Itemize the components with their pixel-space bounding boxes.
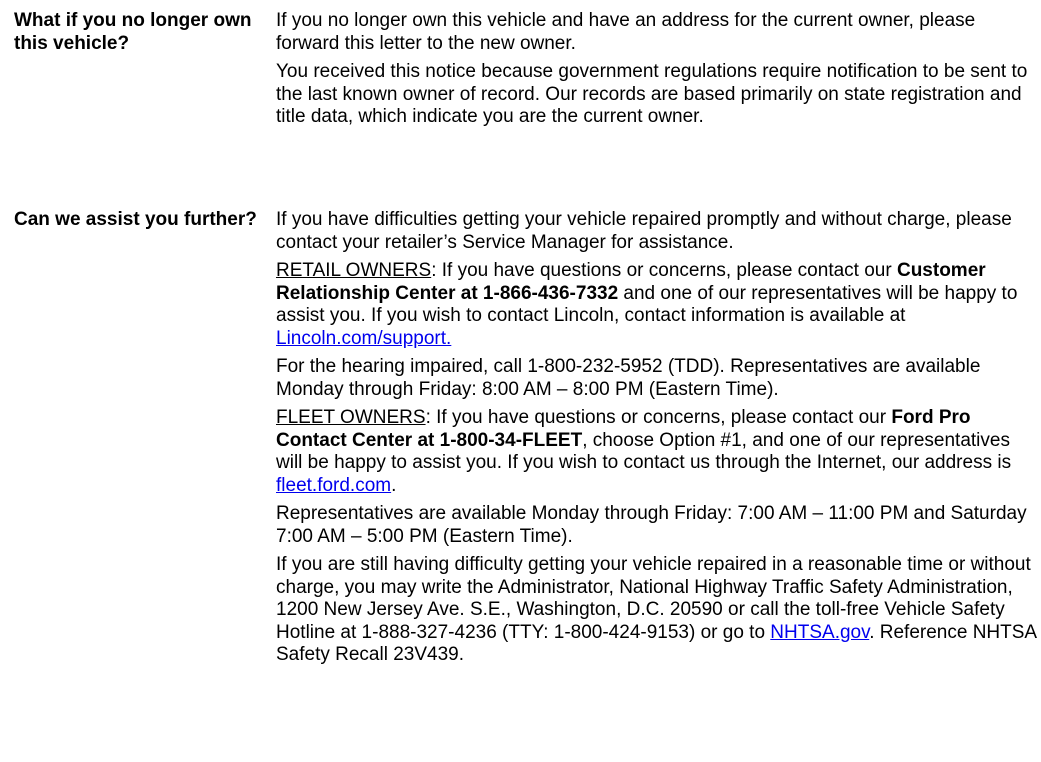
section-label-assist-further: Can we assist you further? [14, 209, 257, 230]
fleet-owners-paragraph [276, 407, 1038, 497]
forward-letter-paragraph: If you no longer own this vehicle and have an address for the current owner, please forward this letter to the new owner. [276, 10, 976, 54]
nhtsa-text-a: If you are still having difficulty getting your vehicle repaired in a reasonable time or without charge, you may write the Administrator, National Highway Traffic Safety Administration, 1200 New Jersey Ave. S.E., Washington, D.C. 20590 or call the toll-free Vehicle Safety Hotline at 1-888-327-4236 (TTY: 1-800-424-9153) or go to [276, 554, 1031, 643]
nhtsa-link[interactable]: NHTSA.gov [770, 621, 870, 643]
service-manager-paragraph: If you have difficulties getting your vehicle repaired promptly and without charge, please contact your retailer’s Service Manager for assistance. [276, 209, 1012, 253]
customer-relationship-center-phone: Customer Relationship Center at 1-866-436-7332 [276, 260, 986, 304]
nhtsa-paragraph [276, 554, 1038, 667]
fleet-ford-link[interactable]: fleet.ford.com [276, 474, 392, 496]
retail-owners-text-b: and one of our representatives will be happy to assist you. If you wish to contact Lincoln, contact information is available at [276, 282, 1018, 326]
retail-owners-paragraph [276, 260, 1038, 350]
nhtsa-text-b: . Reference NHTSA Safety Recall 23V439. [276, 621, 1037, 665]
retail-owners-text-a: : If you have questions or concerns, please contact our [431, 260, 897, 281]
section-content-assist-further [276, 209, 1038, 673]
section-content-no-longer-own [276, 10, 1038, 135]
fleet-owners-text-c: . [391, 474, 397, 496]
retail-owners-heading: RETAIL OWNERS [276, 260, 432, 281]
lincoln-support-link[interactable]: Lincoln.com/support. [276, 327, 452, 349]
fleet-owners-heading: FLEET OWNERS [276, 407, 426, 428]
hearing-impaired-paragraph: For the hearing impaired, call 1-800-232-5952 (TDD). Representatives are available Monday through Friday: 8:00 AM – 8:00 PM (Eastern Time). [276, 356, 981, 400]
notice-reason-paragraph: You received this notice because government regulations require notification to be sent to the last known owner of record. Our records are based primarily on state registration and title data, which indicate you are the current owner. [276, 61, 1028, 127]
ford-pro-contact-center-phone: Ford Pro Contact Center at 1-800-34-FLEET [276, 407, 971, 451]
fleet-hours-paragraph: Representatives are available Monday through Friday: 7:00 AM – 11:00 PM and Saturday 7:00 AM – 5:00 PM (Eastern Time). [276, 503, 1027, 547]
fleet-owners-text-a: : If you have questions or concerns, please contact our [425, 407, 892, 428]
fleet-owners-text-b: , choose Option #1, and one of our representatives will be happy to assist you. If you wish to contact us through the Internet, our address is [276, 429, 1012, 473]
section-label-no-longer-own: What if you no longer own this vehicle? [14, 10, 252, 54]
